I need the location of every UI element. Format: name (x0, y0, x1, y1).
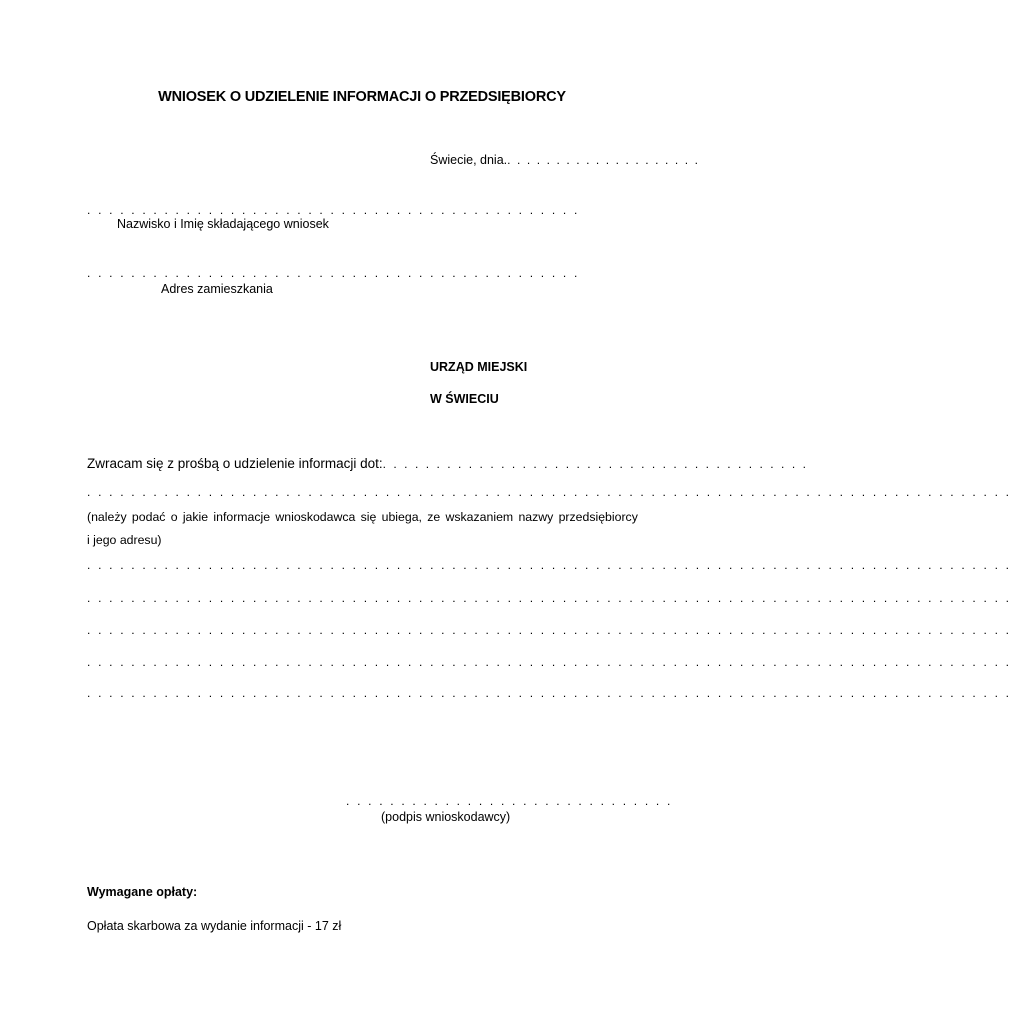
place-date-label: Świecie, dnia. (430, 153, 508, 167)
signature-dots[interactable]: . . . . . . . . . . . . . . . . . . . . . . . . . . . . . . (346, 794, 673, 808)
request-line-dots[interactable]: . . . . . . . . . . . . . . . . . . . . . . . . . . . . . . . . . . . . . . . . . . . . . . . . . . . . . . . . . . . . . . . . . . . . . . . . . . . . . . . . . . . . (87, 686, 1011, 700)
name-dots[interactable]: . . . . . . . . . . . . . . . . . . . . . . . . . . . . . . . . . . . . . . . . . . . . . (87, 203, 580, 217)
note-word: informacje (213, 510, 271, 524)
name-label: Nazwisko i Imię składającego wniosek (117, 217, 329, 231)
place-date-line (430, 153, 700, 167)
recipient-line-2: W ŚWIECIU (430, 392, 499, 406)
request-note-line-2: i jego adresu) (87, 533, 162, 547)
request-line-dots[interactable]: . . . . . . . . . . . . . . . . . . . . . . . . . . . . . . . . . . . . . . . . . . . . . . . . . . . . . . . . . . . . . . . . . . . . . . . . . . . . . . . . . . . . (87, 623, 1011, 637)
request-line-dots[interactable]: . . . . . . . . . . . . . . . . . . . . . . . . . . . . . . . . . . . . . . . . . . . . . . . . . . . . . . . . . . . . . . . . . . . . . . . . . . . . . . . . . . . . (87, 485, 1011, 499)
signature-label: (podpis wnioskodawcy) (381, 810, 511, 824)
note-word: nazwy (518, 510, 554, 524)
note-word: podać (131, 510, 166, 524)
fees-heading: Wymagane opłaty: (87, 885, 198, 899)
note-word: ze (427, 510, 441, 524)
note-word: wskazaniem (445, 510, 514, 524)
request-line-dots[interactable]: . . . . . . . . . . . . . . . . . . . . . . . . . . . . . . . . . . . . . . . . . . . . . . . . . . . . . . . . . . . . . . . . . . . . . . . . . . . . . . . . . . . . (87, 558, 1011, 572)
request-intro: Zwracam się z prośbą o udzielenie informacji dot: (87, 456, 383, 471)
request-note-line-1 (87, 510, 638, 524)
document-title: WNIOSEK O UDZIELENIE INFORMACJI O PRZEDSIĘBIORCY (158, 89, 566, 105)
note-word: ubiega, (381, 510, 422, 524)
address-dots[interactable]: . . . . . . . . . . . . . . . . . . . . . . . . . . . . . . . . . . . . . . . . . . . . . (87, 266, 580, 280)
request-line-dots[interactable]: . . . . . . . . . . . . . . . . . . . . . . . . . . . . . . . . . . . . . . . . . . . . . . . . . . . . . . . . . . . . . . . . . . . . . . . . . . . . . . . . . . . . (87, 655, 1011, 669)
note-word: przedsiębiorcy (558, 510, 638, 524)
request-intro-dots[interactable]: . . . . . . . . . . . . . . . . . . . . . . . . . . . . . . . . . . . . . . . . (382, 457, 808, 471)
request-intro-line (87, 455, 808, 473)
date-dots[interactable]: . . . . . . . . . . . . . . . . . . . . (507, 153, 700, 167)
fee-item: Opłata skarbowa za wydanie informacji - 17 zł (87, 919, 342, 933)
recipient-line-1: URZĄD MIEJSKI (430, 360, 528, 374)
address-label: Adres zamieszkania (161, 282, 273, 296)
note-word: jakie (182, 510, 209, 524)
note-word: się (360, 510, 377, 524)
note-word: o (170, 510, 178, 524)
note-word: (należy (87, 510, 127, 524)
request-line-dots[interactable]: . . . . . . . . . . . . . . . . . . . . . . . . . . . . . . . . . . . . . . . . . . . . . . . . . . . . . . . . . . . . . . . . . . . . . . . . . . . . . . . . . . . . (87, 591, 1011, 605)
note-word: wnioskodawca (275, 510, 356, 524)
